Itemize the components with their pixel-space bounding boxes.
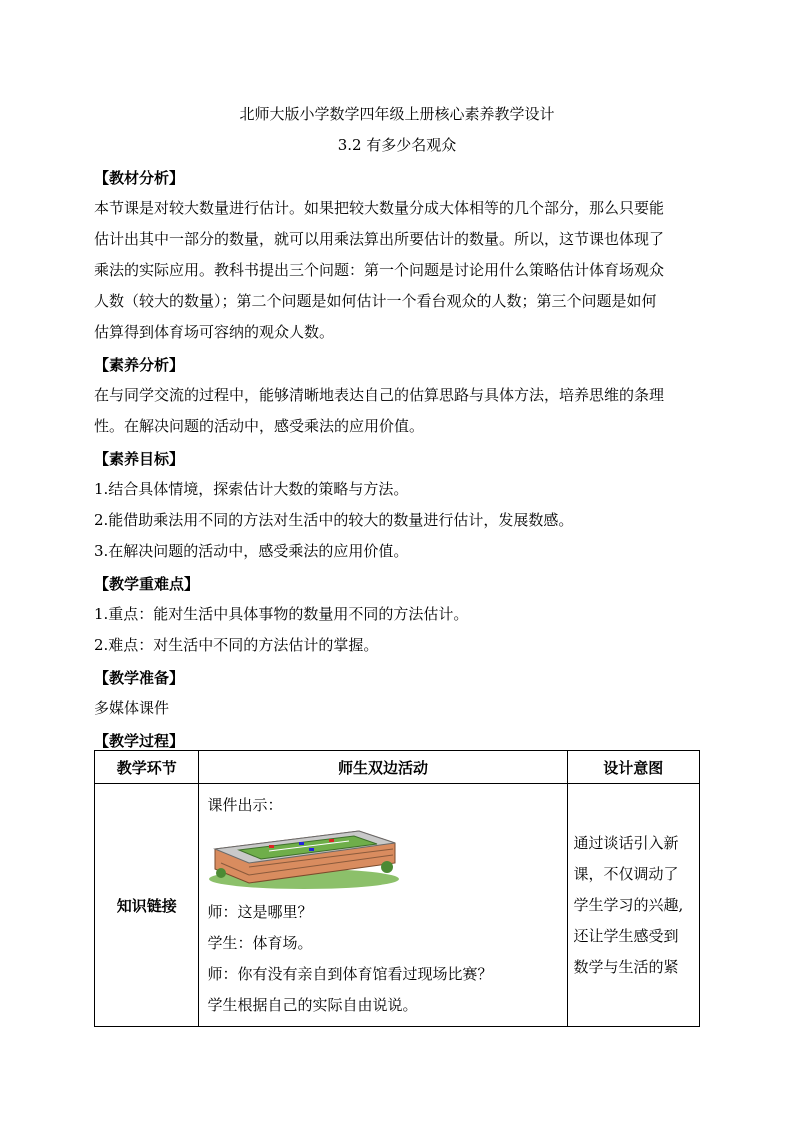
activity-line: 学生：体育场。	[207, 934, 313, 952]
goal-item: 3.在解决问题的活动中，感受乘法的应用价值。	[94, 542, 409, 560]
document-title: 北师大版小学数学四年级上册核心素养教学设计	[239, 105, 555, 123]
goal-item: 1.结合具体情境，探索估计大数的策略与方法。	[94, 480, 409, 498]
section-heading-preparation: 【教学准备】	[94, 669, 185, 687]
intent-line: 数学与生活的紧	[573, 957, 679, 976]
column-header-stage: 教学环节	[95, 751, 199, 784]
column-header-intent: 设计意图	[567, 751, 699, 784]
stadium-illustration	[209, 823, 399, 889]
paragraph-line: 估算得到体育场可容纳的观众人数。	[94, 323, 335, 341]
table-header-row	[95, 751, 700, 784]
intent-line: 还让学生感受到	[573, 926, 679, 945]
paragraph-line: 本节课是对较大数量进行估计。如果把较大数量分成大体相等的几个部分，那么只要能	[94, 199, 665, 217]
paragraph-line: 在与同学交流的过程中，能够清晰地表达自己的估算思路与具体方法，培养思维的条理	[94, 386, 665, 404]
section-heading-textbook-analysis: 【教材分析】	[94, 169, 185, 187]
goal-item: 2.能借助乘法用不同的方法对生活中的较大的数量进行估计，发展数感。	[94, 511, 574, 529]
preparation-text: 多媒体课件	[94, 699, 170, 717]
stage-cell: 知识链接	[95, 784, 199, 1027]
paragraph-line: 性。在解决问题的活动中，感受乘法的应用价值。	[94, 417, 425, 435]
textbook-analysis-paragraph	[94, 193, 700, 348]
activity-line: 师：你有没有亲自到体育馆看过现场比赛？	[207, 965, 493, 983]
section-heading-process: 【教学过程】	[94, 732, 185, 750]
section-heading-key-points: 【教学重难点】	[94, 575, 200, 593]
intent-cell	[567, 784, 699, 1027]
lesson-title: 3.2 有多少名观众	[337, 136, 457, 154]
paragraph-line: 估计出其中一部分的数量，就可以用乘法算出所要估计的数量。所以，这节课也体现了	[94, 230, 665, 248]
section-heading-literacy-analysis: 【素养分析】	[94, 356, 185, 374]
key-point-item: 1.重点：能对生活中具体事物的数量用不同的方法估计。	[94, 605, 469, 623]
activity-line: 学生根据自己的实际自由说说。	[207, 996, 418, 1014]
key-point-item: 2.难点：对生活中不同的方法估计的掌握。	[94, 636, 379, 654]
section-heading-literacy-goals: 【素养目标】	[94, 450, 185, 468]
paragraph-line: 乘法的实际应用。教科书提出三个问题：第一个问题是讨论用什么策略估计体育场观众	[94, 261, 665, 279]
activity-intro: 课件出示：	[207, 796, 283, 814]
intent-line: 课，不仅调动了	[573, 864, 679, 883]
document-body	[94, 164, 700, 756]
column-header-activity: 师生双边活动	[199, 751, 567, 784]
paragraph-line: 人数（较大的数量）；第二个问题是如何估计一个看台观众的人数；第三个问题是如何	[94, 292, 657, 310]
intent-line: 通过谈话引入新	[573, 833, 679, 852]
activity-cell	[199, 784, 567, 1027]
literacy-analysis-paragraph	[94, 380, 700, 442]
intent-line: 学生学习的兴趣,	[573, 895, 684, 914]
table-row	[95, 784, 700, 1027]
activity-line: 师：这是哪里？	[207, 903, 313, 921]
teaching-process-table	[94, 750, 700, 1027]
